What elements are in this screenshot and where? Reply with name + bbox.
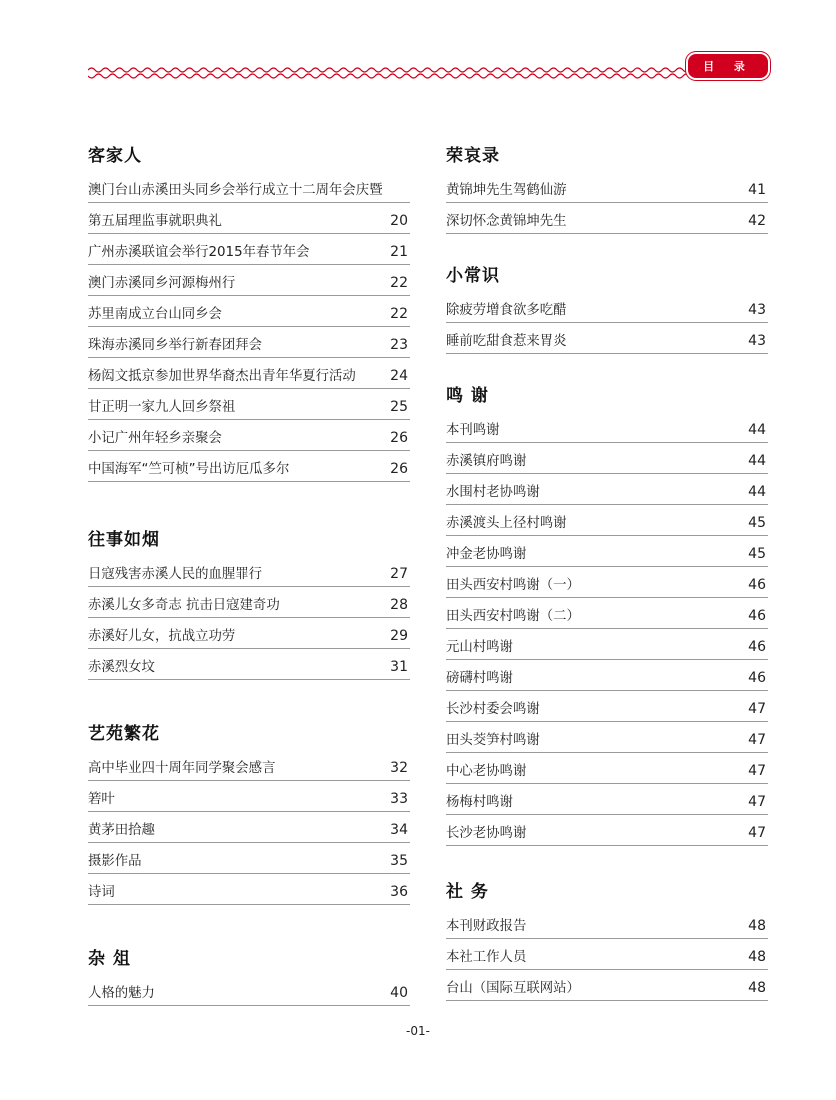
toc-entry[interactable]	[446, 691, 768, 722]
entry-page: 22	[390, 306, 408, 322]
toc-entry[interactable]	[446, 474, 768, 505]
toc-entry[interactable]	[446, 908, 768, 939]
toc-entry[interactable]	[446, 660, 768, 691]
entry-page: 29	[390, 628, 408, 644]
entry-title: 赤溪镇府鸣谢	[446, 454, 527, 469]
toc-entry[interactable]	[88, 420, 410, 451]
entry-page: 48	[748, 918, 766, 934]
toc-entry[interactable]	[446, 722, 768, 753]
entry-page: 33	[390, 791, 408, 807]
entry-page: 46	[748, 608, 766, 624]
entry-page: 36	[390, 884, 408, 900]
toc-entry[interactable]	[446, 784, 768, 815]
entry-page: 47	[748, 732, 766, 748]
entry-title: 长沙村委会鸣谢	[446, 702, 540, 717]
toc-entry[interactable]	[88, 874, 410, 905]
entry-title: 第五届理监事就职典礼	[88, 214, 222, 229]
entry-page: 21	[390, 244, 408, 260]
entry-title: 元山村鸣谢	[446, 640, 513, 655]
toc-entry[interactable]	[446, 292, 768, 323]
toc-entry[interactable]	[88, 975, 410, 1006]
entry-title: 中心老协鸣谢	[446, 764, 527, 779]
entry-page: 45	[748, 515, 766, 531]
entry-title: 日寇残害赤溪人民的血腥罪行	[88, 567, 263, 582]
toc-entry[interactable]	[88, 843, 410, 874]
entry-page: 35	[390, 853, 408, 869]
entry-title: 本刊财政报告	[446, 919, 527, 934]
entry-title: 睡前吃甜食惹来胃炎	[446, 334, 567, 349]
toc-entry[interactable]	[446, 172, 768, 203]
entry-page: 46	[748, 670, 766, 686]
entry-page: 48	[748, 980, 766, 996]
entry-page: 27	[390, 566, 408, 582]
entry-page: 47	[748, 794, 766, 810]
toc-entry[interactable]	[88, 296, 410, 327]
entry-title: 高中毕业四十周年同学聚会感言	[88, 761, 276, 776]
entry-page: 47	[748, 701, 766, 717]
entry-page: 40	[390, 985, 408, 1001]
toc-column-left	[88, 140, 410, 1006]
section-title: 杂 俎	[88, 949, 131, 969]
toc-entry[interactable]	[88, 812, 410, 843]
entry-page: 34	[390, 822, 408, 838]
entry-page: 20	[390, 213, 408, 229]
toc-entry[interactable]	[446, 443, 768, 474]
entry-title: 苏里南成立台山同乡会	[88, 307, 222, 322]
entry-page: 26	[390, 430, 408, 446]
entry-title: 澳门台山赤溪田头同乡会举行成立十二周年会庆暨	[88, 183, 383, 198]
section-kejiaren	[88, 140, 410, 482]
entry-title: 箬叶	[88, 792, 115, 807]
entry-title: 澳门赤溪同乡河源梅州行	[88, 276, 236, 291]
entry-page: 28	[390, 597, 408, 613]
entry-page: 23	[390, 337, 408, 353]
entry-page: 46	[748, 577, 766, 593]
entry-title: 人格的魅力	[88, 986, 155, 1001]
entry-page: 24	[390, 368, 408, 384]
toc-entry[interactable]	[446, 629, 768, 660]
entry-title: 田头茭笋村鸣谢	[446, 733, 540, 748]
entry-page: 43	[748, 302, 766, 318]
entry-title: 田头西安村鸣谢（一）	[446, 578, 580, 593]
entry-title: 赤溪渡头上径村鸣谢	[446, 516, 567, 531]
toc-entry[interactable]	[88, 389, 410, 420]
entry-title: 台山（国际互联网站）	[446, 981, 580, 996]
entry-page: 42	[748, 213, 766, 229]
entry-page: 47	[748, 825, 766, 841]
toc-entry[interactable]	[446, 505, 768, 536]
entry-title: 中国海军“竺可桢”号出访厄瓜多尔	[88, 462, 290, 477]
entry-page: 26	[390, 461, 408, 477]
contents-badge-label: 目 录	[703, 60, 753, 73]
toc-entry[interactable]	[446, 939, 768, 970]
entry-title: 赤溪好儿女，抗战立功劳	[88, 629, 236, 644]
entry-title: 长沙老协鸣谢	[446, 826, 527, 841]
section-rongailu	[446, 140, 768, 234]
entry-title: 甘正明一家九人回乡祭祖	[88, 400, 236, 415]
section-title: 鸣 谢	[446, 386, 489, 406]
entry-page: 48	[748, 949, 766, 965]
section-mingxie	[446, 380, 768, 846]
entry-title: 广州赤溪联谊会举行2015年春节年会	[88, 245, 310, 260]
toc-entry[interactable]	[88, 587, 410, 618]
entry-page: 22	[390, 275, 408, 291]
toc-entry[interactable]	[88, 327, 410, 358]
entry-title: 赤溪烈女坟	[88, 660, 155, 675]
section-wangshiruyan	[88, 524, 410, 680]
toc-entry[interactable]	[88, 203, 410, 234]
entry-title: 小记广州年轻乡亲聚会	[88, 431, 222, 446]
entry-title: 黄茅田拾趣	[88, 823, 155, 838]
entry-page: 25	[390, 399, 408, 415]
entry-title: 杨闳文抵京参加世界华裔杰出青年华夏行活动	[88, 369, 356, 384]
toc-entry[interactable]	[446, 567, 768, 598]
toc-entry[interactable]	[88, 172, 410, 203]
entry-title: 摄影作品	[88, 854, 142, 869]
entry-page: 45	[748, 546, 766, 562]
section-title: 艺苑繁花	[88, 724, 160, 744]
toc-entry[interactable]	[446, 536, 768, 567]
toc-entry[interactable]	[88, 451, 410, 482]
section-title: 荣哀录	[446, 146, 500, 166]
entry-title: 深切怀念黄锦坤先生	[446, 214, 567, 229]
toc-entry[interactable]	[446, 412, 768, 443]
entry-title: 磅礴村鸣谢	[446, 671, 513, 686]
toc-entry[interactable]	[446, 970, 768, 1001]
entry-page: 44	[748, 422, 766, 438]
toc-entry[interactable]	[446, 815, 768, 846]
section-shewu	[446, 876, 768, 1001]
toc-entry[interactable]	[88, 358, 410, 389]
toc-entry[interactable]	[88, 750, 410, 781]
toc-entry[interactable]	[88, 649, 410, 680]
section-xiaochangshi	[446, 260, 768, 354]
entry-page: 44	[748, 453, 766, 469]
toc-entry[interactable]	[88, 781, 410, 812]
entry-title: 珠海赤溪同乡举行新春团拜会	[88, 338, 263, 353]
entry-title: 赤溪儿女多奇志 抗击日寇建奇功	[88, 598, 280, 613]
entry-title: 冲金老协鸣谢	[446, 547, 527, 562]
entry-title: 黄锦坤先生驾鹤仙游	[446, 183, 567, 198]
section-title: 社 务	[446, 882, 489, 902]
entry-page: 43	[748, 333, 766, 349]
section-title: 往事如烟	[88, 530, 160, 550]
entry-page: 47	[748, 763, 766, 779]
section-yiyuanfanhua	[88, 718, 410, 905]
entry-title: 本社工作人员	[446, 950, 527, 965]
entry-page: 41	[748, 182, 766, 198]
toc-entry[interactable]	[88, 556, 410, 587]
toc-entry[interactable]	[446, 753, 768, 784]
contents-badge	[688, 54, 768, 78]
decorative-wave-border	[88, 64, 768, 82]
toc-entry[interactable]	[446, 323, 768, 354]
entry-title: 水围村老协鸣谢	[446, 485, 540, 500]
toc-entry[interactable]	[446, 203, 768, 234]
entry-title: 本刊鸣谢	[446, 423, 500, 438]
section-zazu	[88, 943, 410, 1006]
section-title: 小常识	[446, 266, 500, 286]
toc-entry[interactable]	[88, 618, 410, 649]
page-number: -01-	[406, 1024, 430, 1038]
entry-title: 田头西安村鸣谢（二）	[446, 609, 580, 624]
toc-entry[interactable]	[88, 234, 410, 265]
entry-page: 46	[748, 639, 766, 655]
entry-title: 杨梅村鸣谢	[446, 795, 513, 810]
entry-page: 31	[390, 659, 408, 675]
toc-entry[interactable]	[88, 265, 410, 296]
entry-title: 除疲劳增食欲多吃醋	[446, 303, 567, 318]
toc-entry[interactable]	[446, 598, 768, 629]
toc-column-right	[446, 140, 768, 1001]
entry-page: 32	[390, 760, 408, 776]
section-title: 客家人	[88, 146, 142, 166]
entry-page: 44	[748, 484, 766, 500]
entry-title: 诗词	[88, 885, 115, 900]
